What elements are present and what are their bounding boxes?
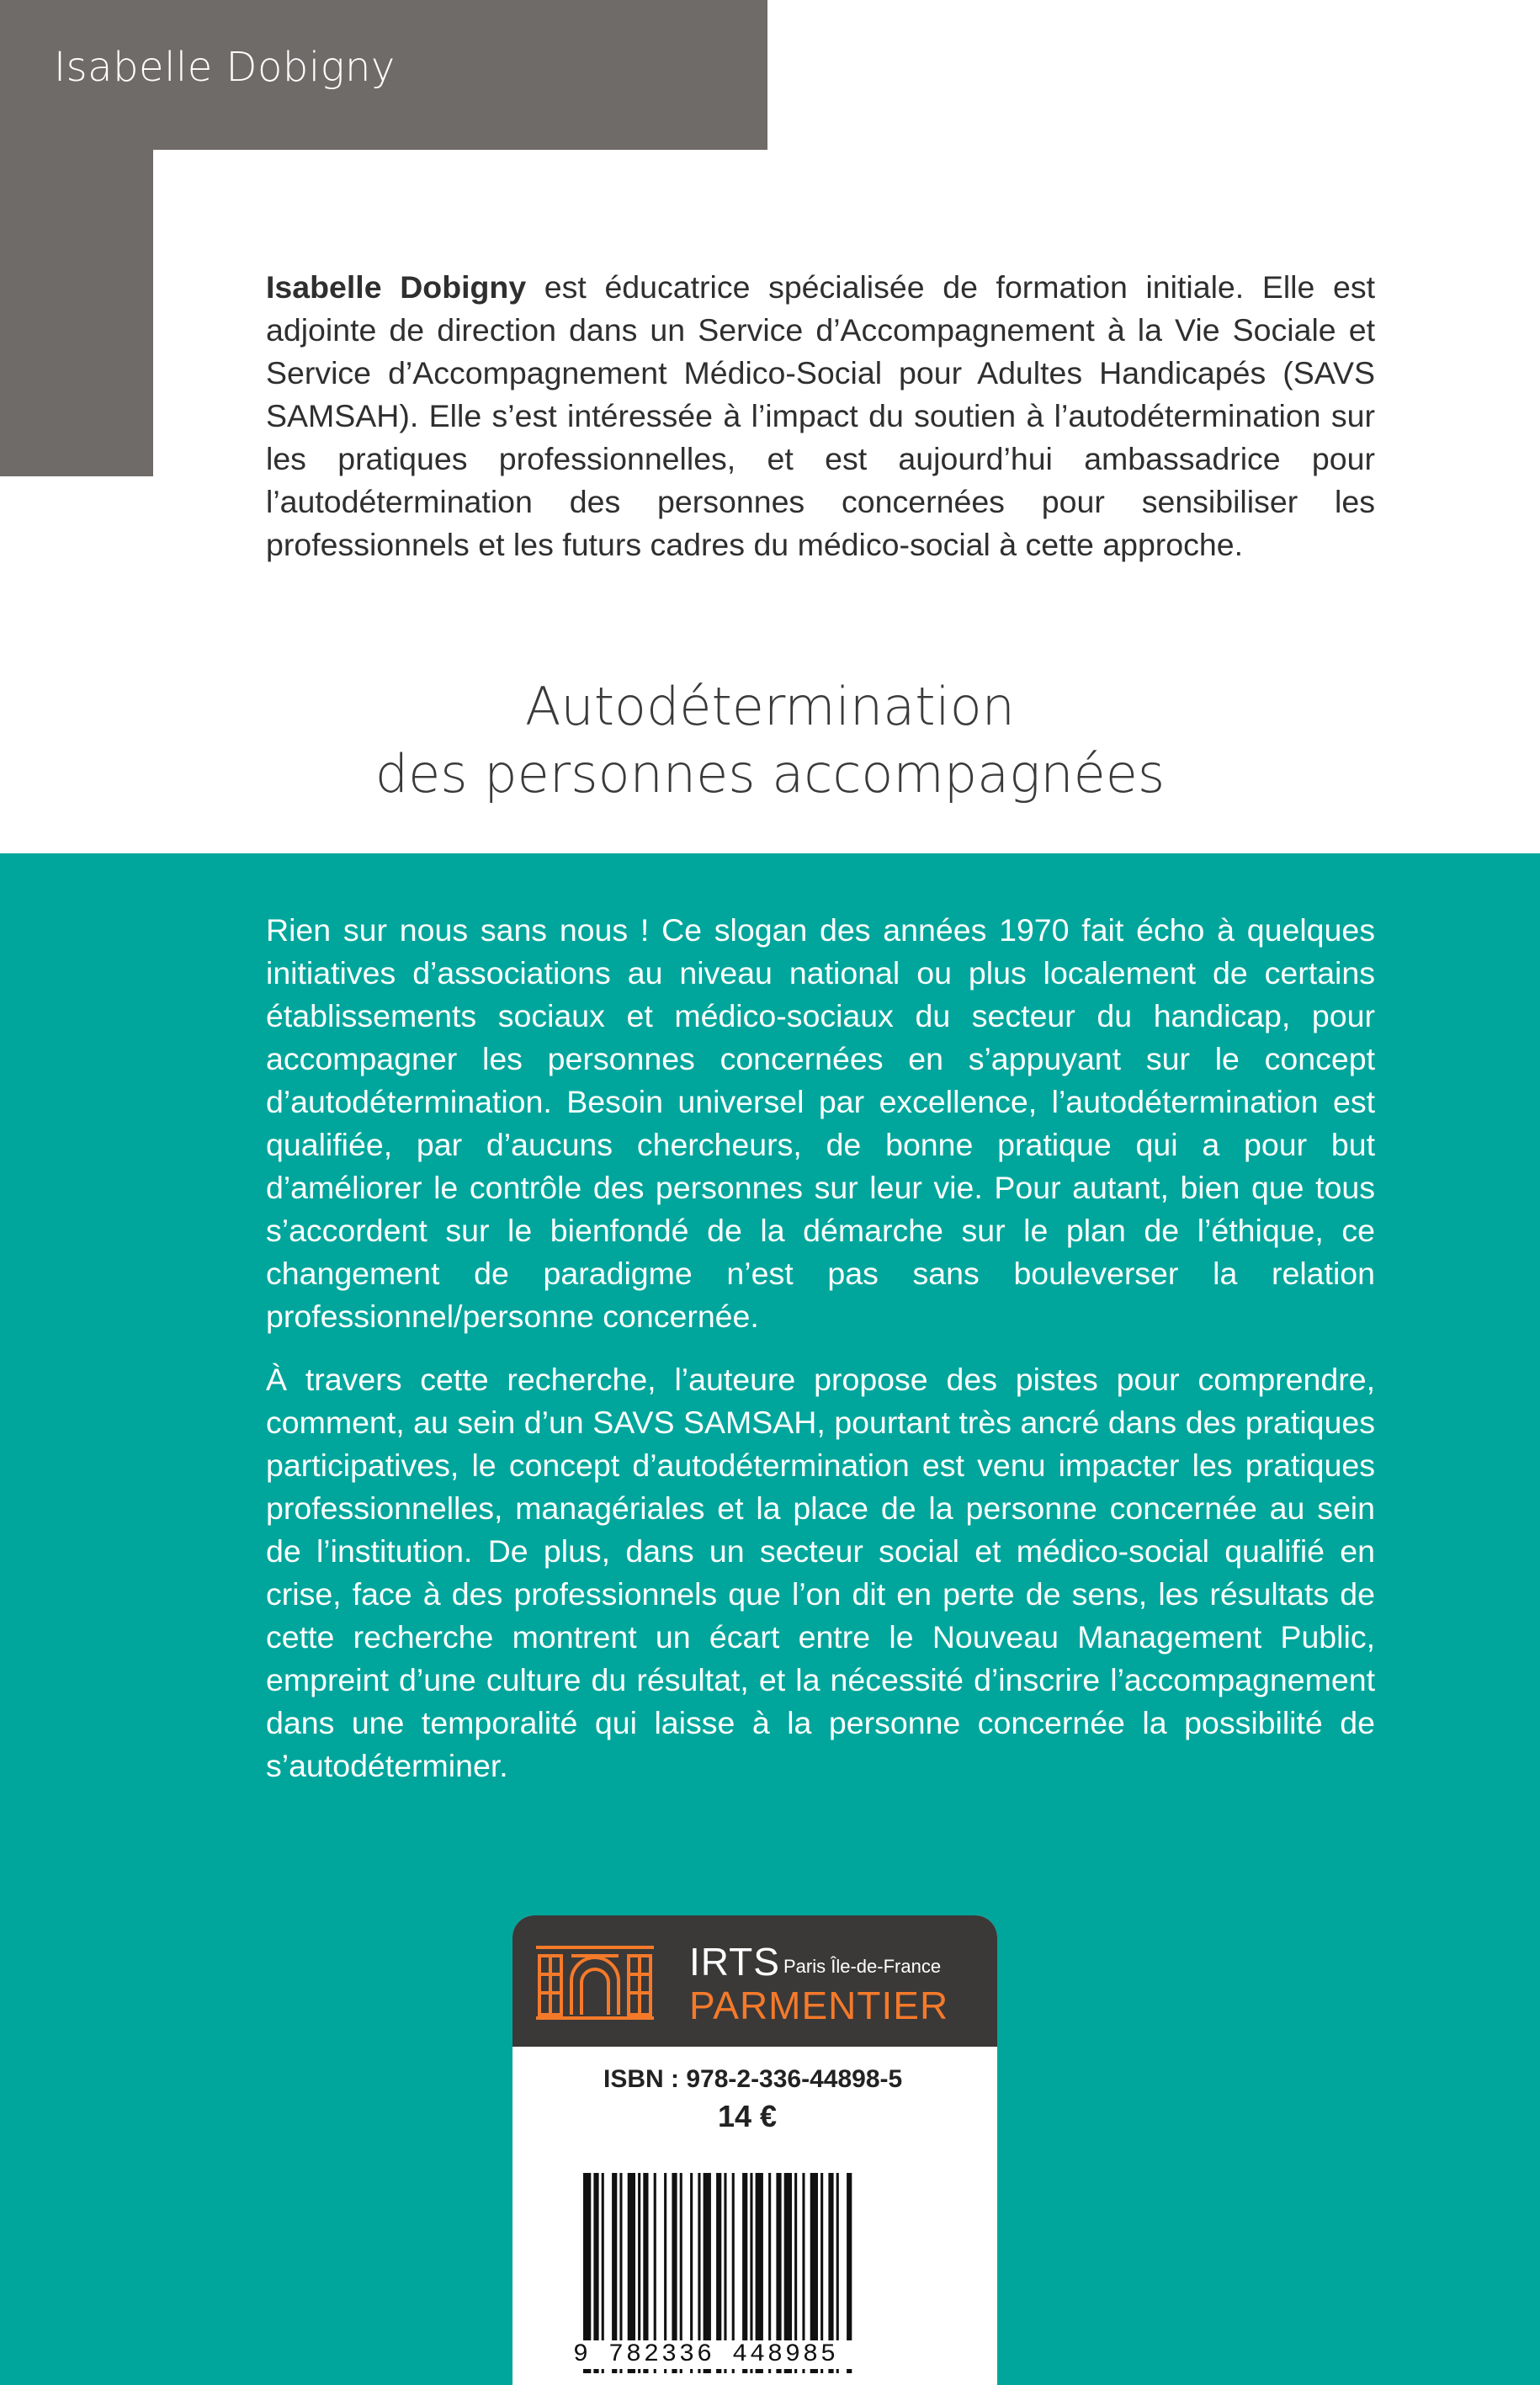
- barcode-digits: 9 782336 448985: [573, 2340, 927, 2369]
- author-band: [0, 0, 767, 150]
- author-name: Isabelle Dobigny: [54, 44, 396, 91]
- author-bio: [266, 266, 1375, 566]
- price: 14 €: [718, 2099, 778, 2133]
- building-arch-icon: [536, 1944, 654, 2021]
- publisher-region: Paris Île-de-France: [783, 1956, 942, 1977]
- book-summary: [266, 909, 1375, 1808]
- publisher-logo-block: [512, 1915, 997, 2047]
- publisher-label: [512, 1915, 997, 2385]
- summary-paragraph-1: Rien sur nous sans nous ! Ce slogan des années 1970 fait écho à quelques initiatives d’associations au niveau national ou plus localement de certains établissements sociaux et médico-sociaux du secteur du handicap, pour accompagner les personnes concernées en s’appuyant sur le concept d’autodétermination. Besoin universel par excellence, l’autodétermination est qualifiée, par d’aucuns chercheurs, de bonne pratique qui a pour but d’améliorer le contrôle des personnes sur leur vie. Pour autant, bien que tous s’accordent sur le bienfondé de la démarche sur le plan de l’éthique, ce changement de paradigme n’est pas sans bouleverser la relation professionnel/personne concernée.: [266, 912, 1375, 1334]
- isbn: ISBN : 978-2-336-44898-5: [603, 2065, 903, 2093]
- book-title-line1: Autodétermination: [525, 676, 1015, 737]
- publisher-name-parmentier: PARMENTIER: [689, 1984, 949, 2027]
- author-band-side: [0, 150, 153, 476]
- book-title-line2: des personnes accompagnées: [374, 743, 1166, 805]
- bio-author-name: Isabelle Dobigny: [266, 269, 527, 305]
- publisher-name-irts: IRTS: [689, 1940, 780, 1984]
- summary-paragraph-2: À travers cette recherche, l’auteure propose des pistes pour comprendre, comment, au sein d’un SAVS SAMSAH, pourtant très ancré dans des pratiques participatives, le concept d’autodétermination est venu impacter les pratiques professionnelles, managériales et la place de la personne concernée au sein de l’institution. De plus, dans un secteur social et médico-social qualifié en crise, face à des professionnels que l’on dit en perte de sens, les résultats de cette recherche montrent un écart entre le Nouveau Management Public, empreint d’une culture du résultat, et la nécessité d’inscrire l’accompagnement dans une temporalité qui laisse à la personne concernée la possibilité de s’autodéterminer.: [266, 1362, 1375, 1783]
- book-title: [0, 673, 1540, 808]
- bio-text: est éducatrice spécialisée de formation initiale. Elle est adjointe de direction dans un Service d’Accompagnement à la Vie Sociale et Service d’Accompagnement Médico-Social pour Adultes Handicapés (SAVS SAMSAH). Elle s’est intéressée à l’impact du soutien à l’autodétermination sur les pratiques professionnelles, et est aujourd’hui ambassadrice pour l’autodétermination des personnes concernées pour sensibiliser les professionnels et les futurs cadres du médico-social à cette approche.: [266, 269, 1375, 562]
